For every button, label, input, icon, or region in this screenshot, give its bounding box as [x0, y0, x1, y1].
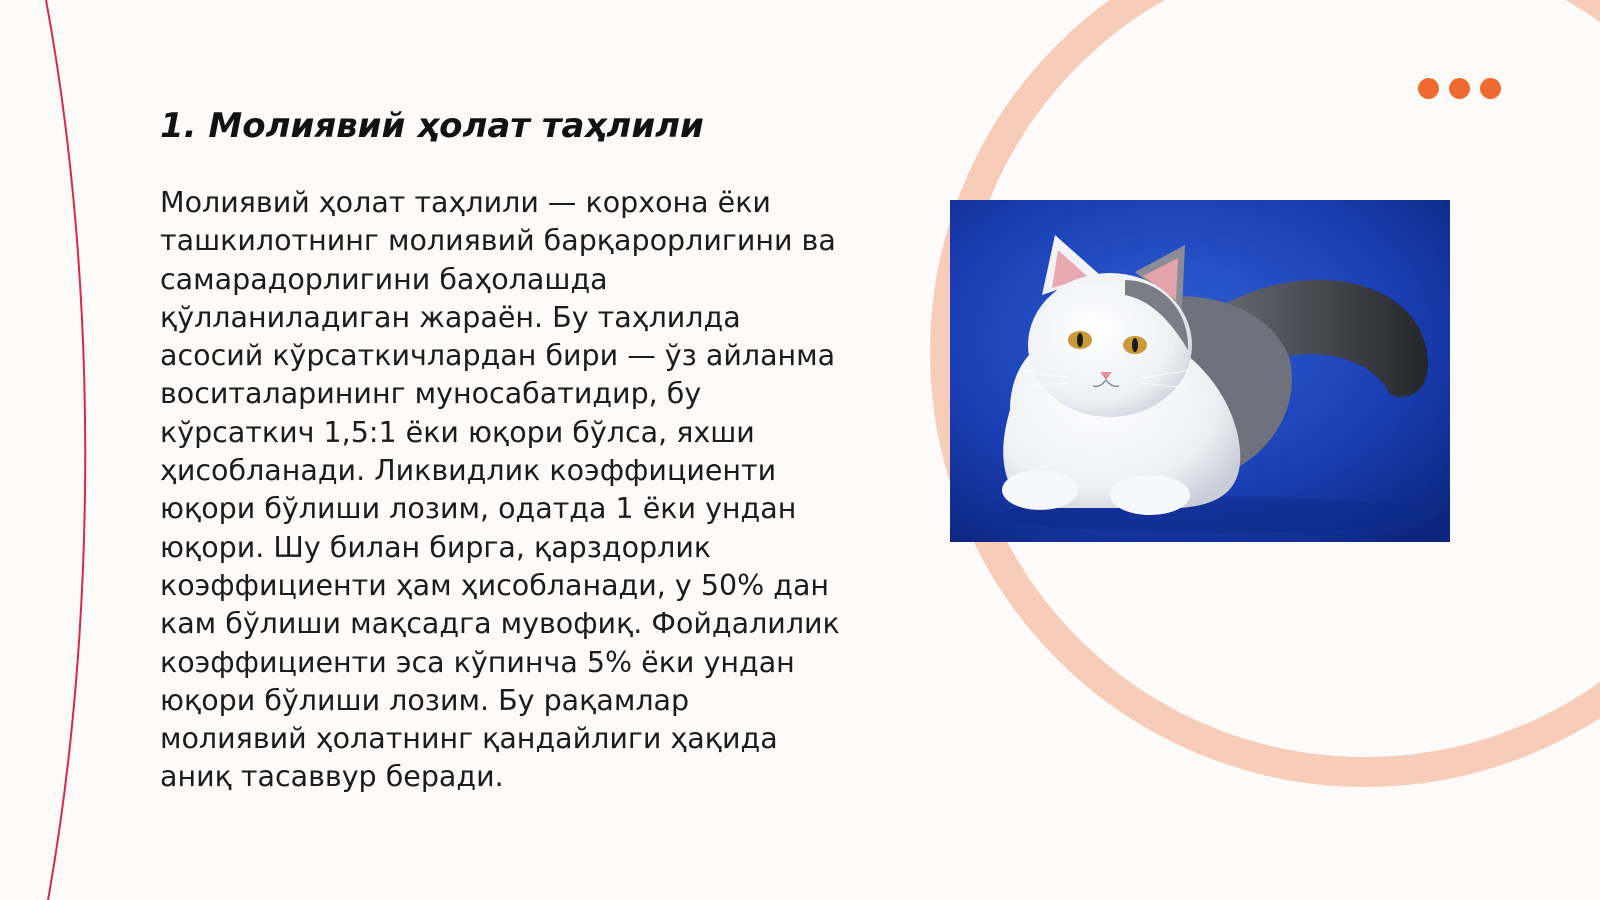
dot-icon — [1480, 78, 1501, 99]
dot-icon — [1418, 78, 1439, 99]
cat-photo — [950, 200, 1450, 542]
more-options-dots — [1418, 78, 1501, 99]
left-red-curve — [46, 0, 85, 900]
dot-icon — [1449, 78, 1470, 99]
slide-body-text: Молиявий ҳолат таҳлили — корхона ёки ташкилотнинг молиявий барқарорлигини ва самарадорлигини баҳолашда қўлланиладиган жараён. Бу таҳлилда асосий кўрсаткичлардан бири — ўз айланма воситаларининг муносабатидир, бу кўрсаткич 1,5:1 ёки юқори бўлса, яхши ҳисобланади. Ликвидлик коэффициенти юқори бўлиши лозим, одатда 1 ёки ундан юқори. Шу билан бирга, қарздорлик коэффициенти ҳам ҳисобланади, у 50% дан кам бўлиши мақсадга мувофиқ. Фойдалилик коэффициенти эса кўпинча 5% ёки ундан юқори бўлиши лозим. Бу рақамлар молиявий ҳолатнинг қандайлиги ҳақида аниқ тасаввур беради. — [160, 186, 840, 794]
slide-title: 1. Молиявий ҳолат таҳлили — [160, 106, 704, 146]
